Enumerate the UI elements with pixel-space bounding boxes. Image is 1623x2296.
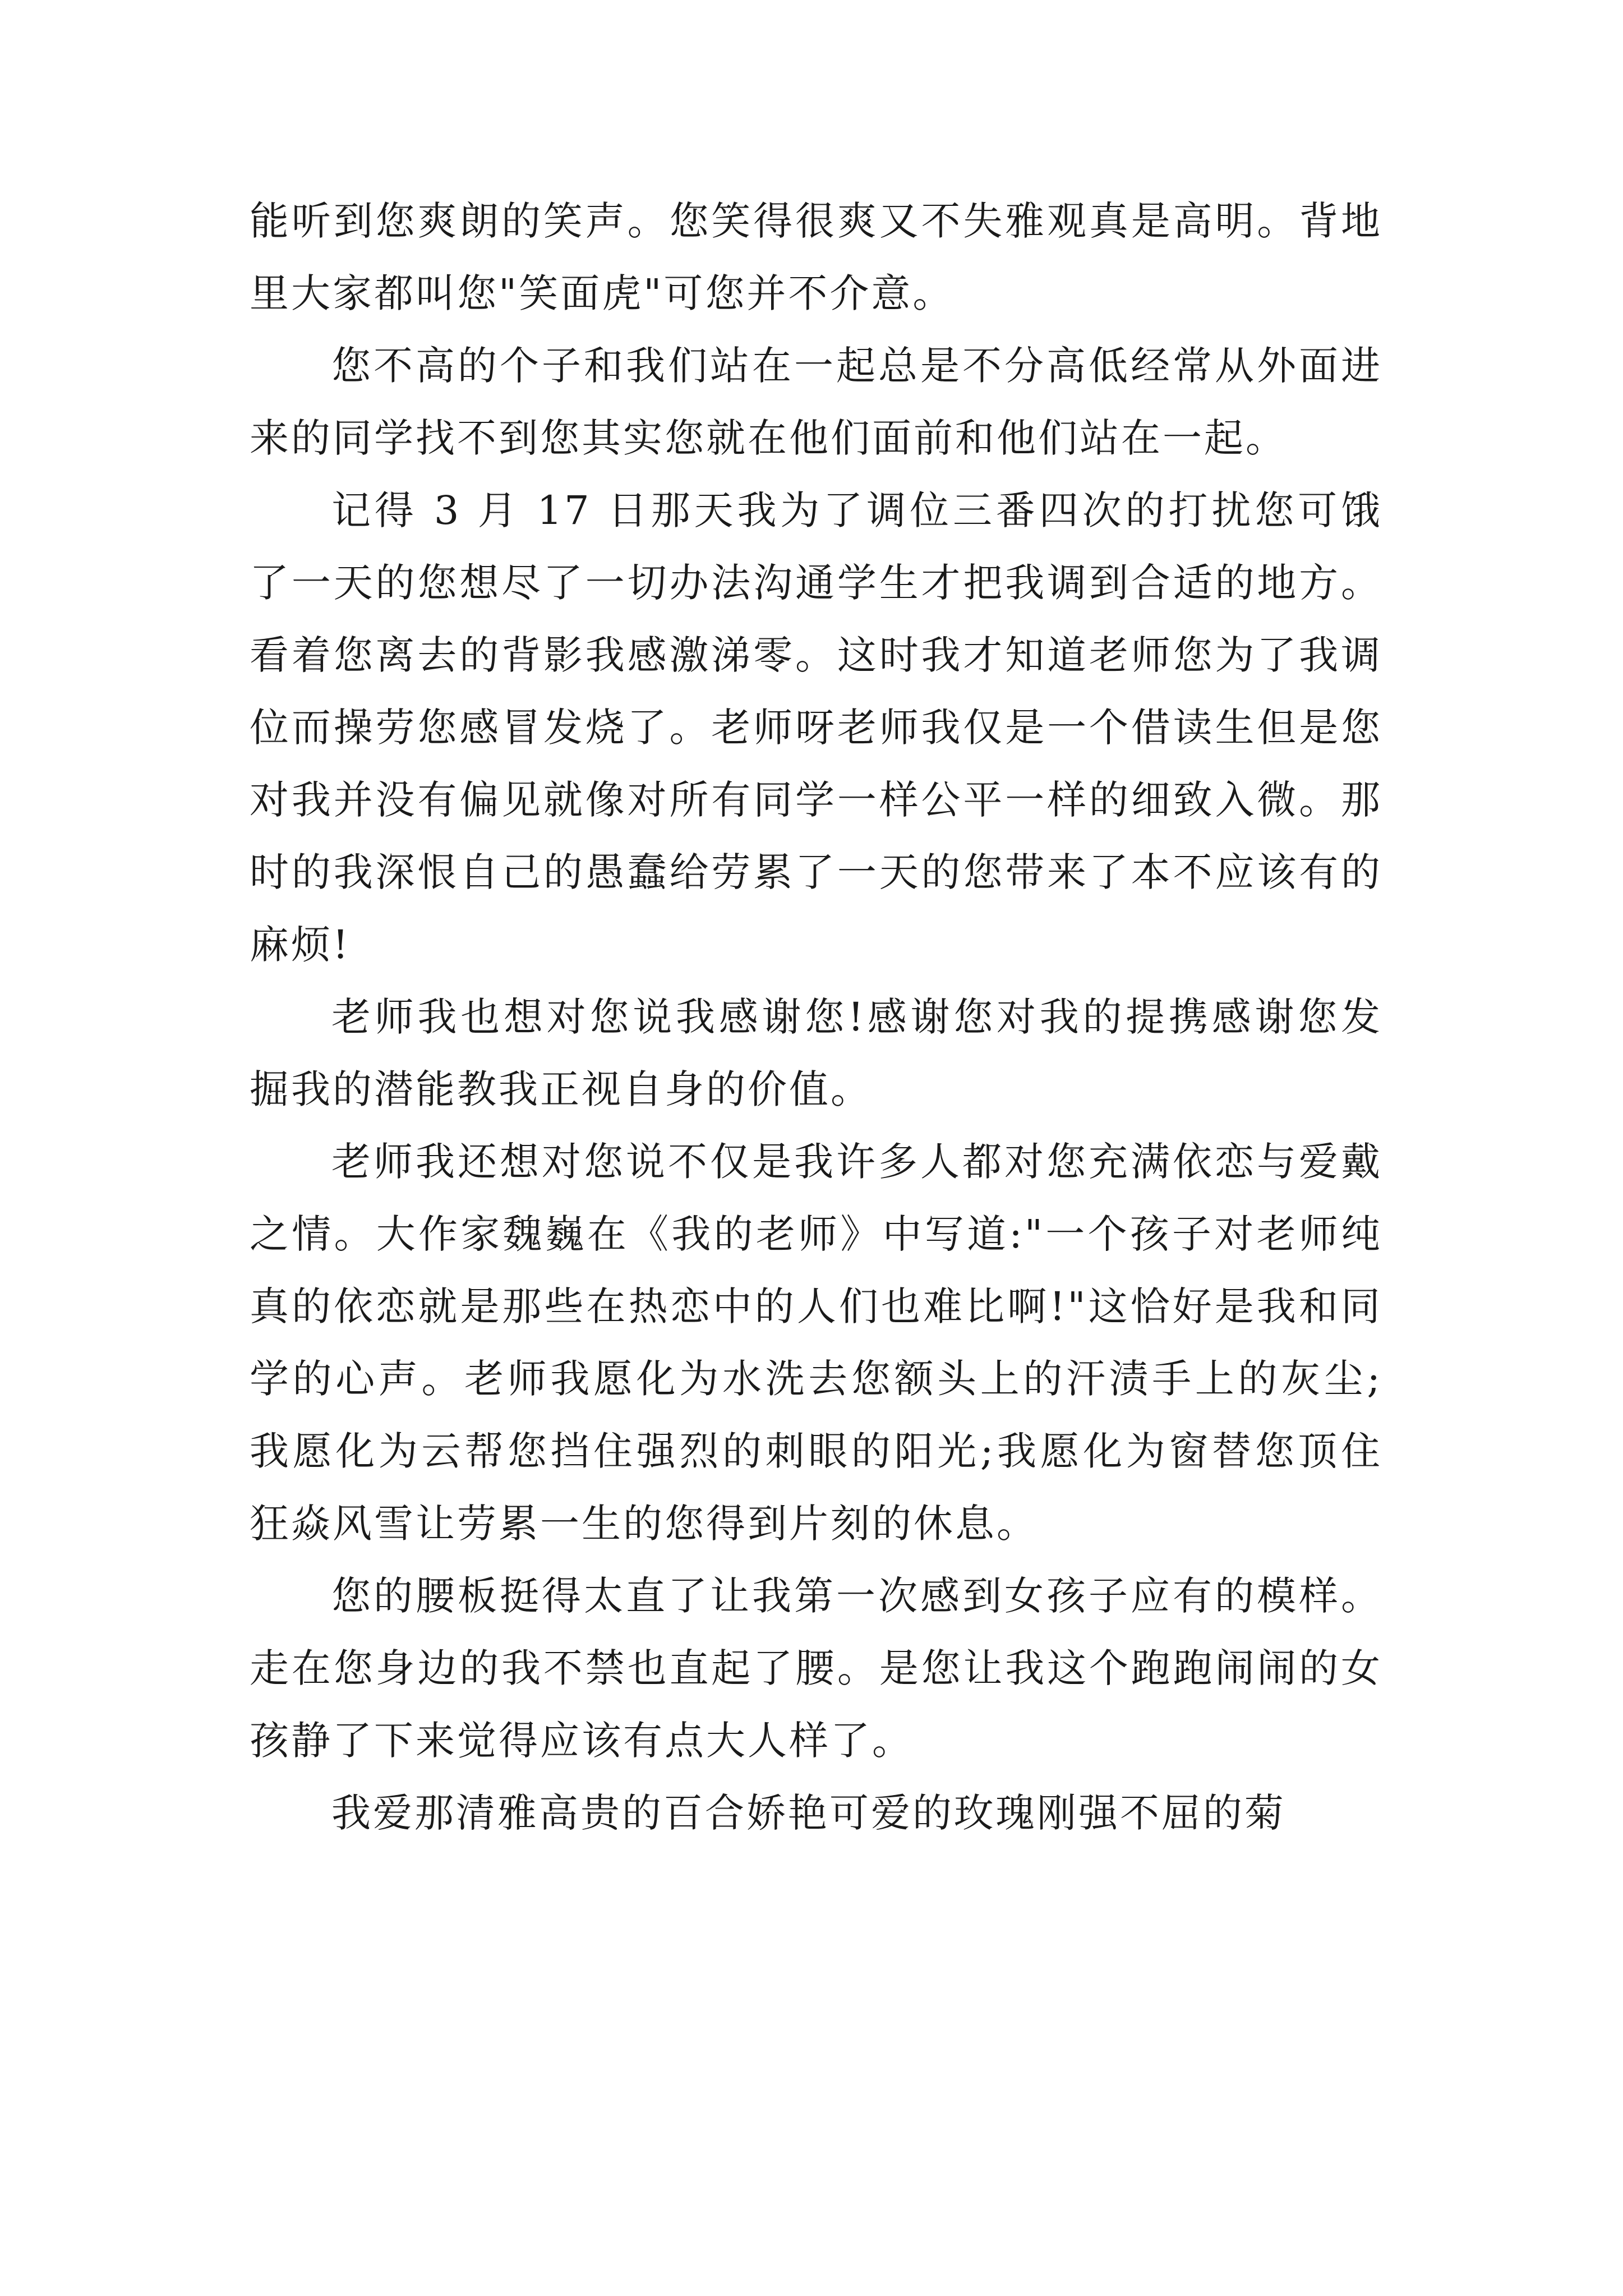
paragraph-3: 记得 3 月 17 日那天我为了调位三番四次的打扰您可饿了一天的您想尽了一切办法沟通学生才把我调到合适的地方。看着您离去的背影我感激涕零。这时我才知道老师您为了我调位而操劳您感冒发烧了。老师呀老师我仅是一个借读生但是您对我并没有偏见就像对所有同学一样公平一样的细致入微。那时的我深恨自己的愚蠢给劳累了一天的您带来了本不应该有的麻烦! xyxy=(250,487,1382,968)
paragraph-1: 能听到您爽朗的笑声。您笑得很爽又不失雅观真是高明。背地里大家都叫您"笑面虎"可您并不介意。 xyxy=(250,198,1382,316)
paragraph-6: 您的腰板挺得太直了让我第一次感到女孩子应有的模样。走在您身边的我不禁也直起了腰。是您让我这个跑跑闹闹的女孩静了下来觉得应该有点大人样了。 xyxy=(250,1573,1382,1764)
document-body xyxy=(250,185,1382,1849)
paragraph-7: 我爱那清雅高贵的百合娇艳可爱的玫瑰刚强不屈的菊 xyxy=(331,1790,1286,1836)
paragraph-4: 老师我也想对您说我感谢您!感谢您对我的提携感谢您发掘我的潜能教我正视自身的价值。 xyxy=(250,994,1382,1112)
paragraph-5: 老师我还想对您说不仅是我许多人都对您充满依恋与爱戴之情。大作家魏巍在《我的老师》中写道:"一个孩子对老师纯真的依恋就是那些在热恋中的人们也难比啊!"这恰好是我和同学的心声。老师我愿化为水洗去您额头上的汗渍手上的灰尘;我愿化为云帮您挡住强烈的刺眼的阳光;我愿化为窗替您顶住狂焱风雪让劳累一生的您得到片刻的休息。 xyxy=(250,1139,1382,1547)
paragraph-2: 您不高的个子和我们站在一起总是不分高低经常从外面进来的同学找不到您其实您就在他们面前和他们站在一起。 xyxy=(250,343,1382,461)
